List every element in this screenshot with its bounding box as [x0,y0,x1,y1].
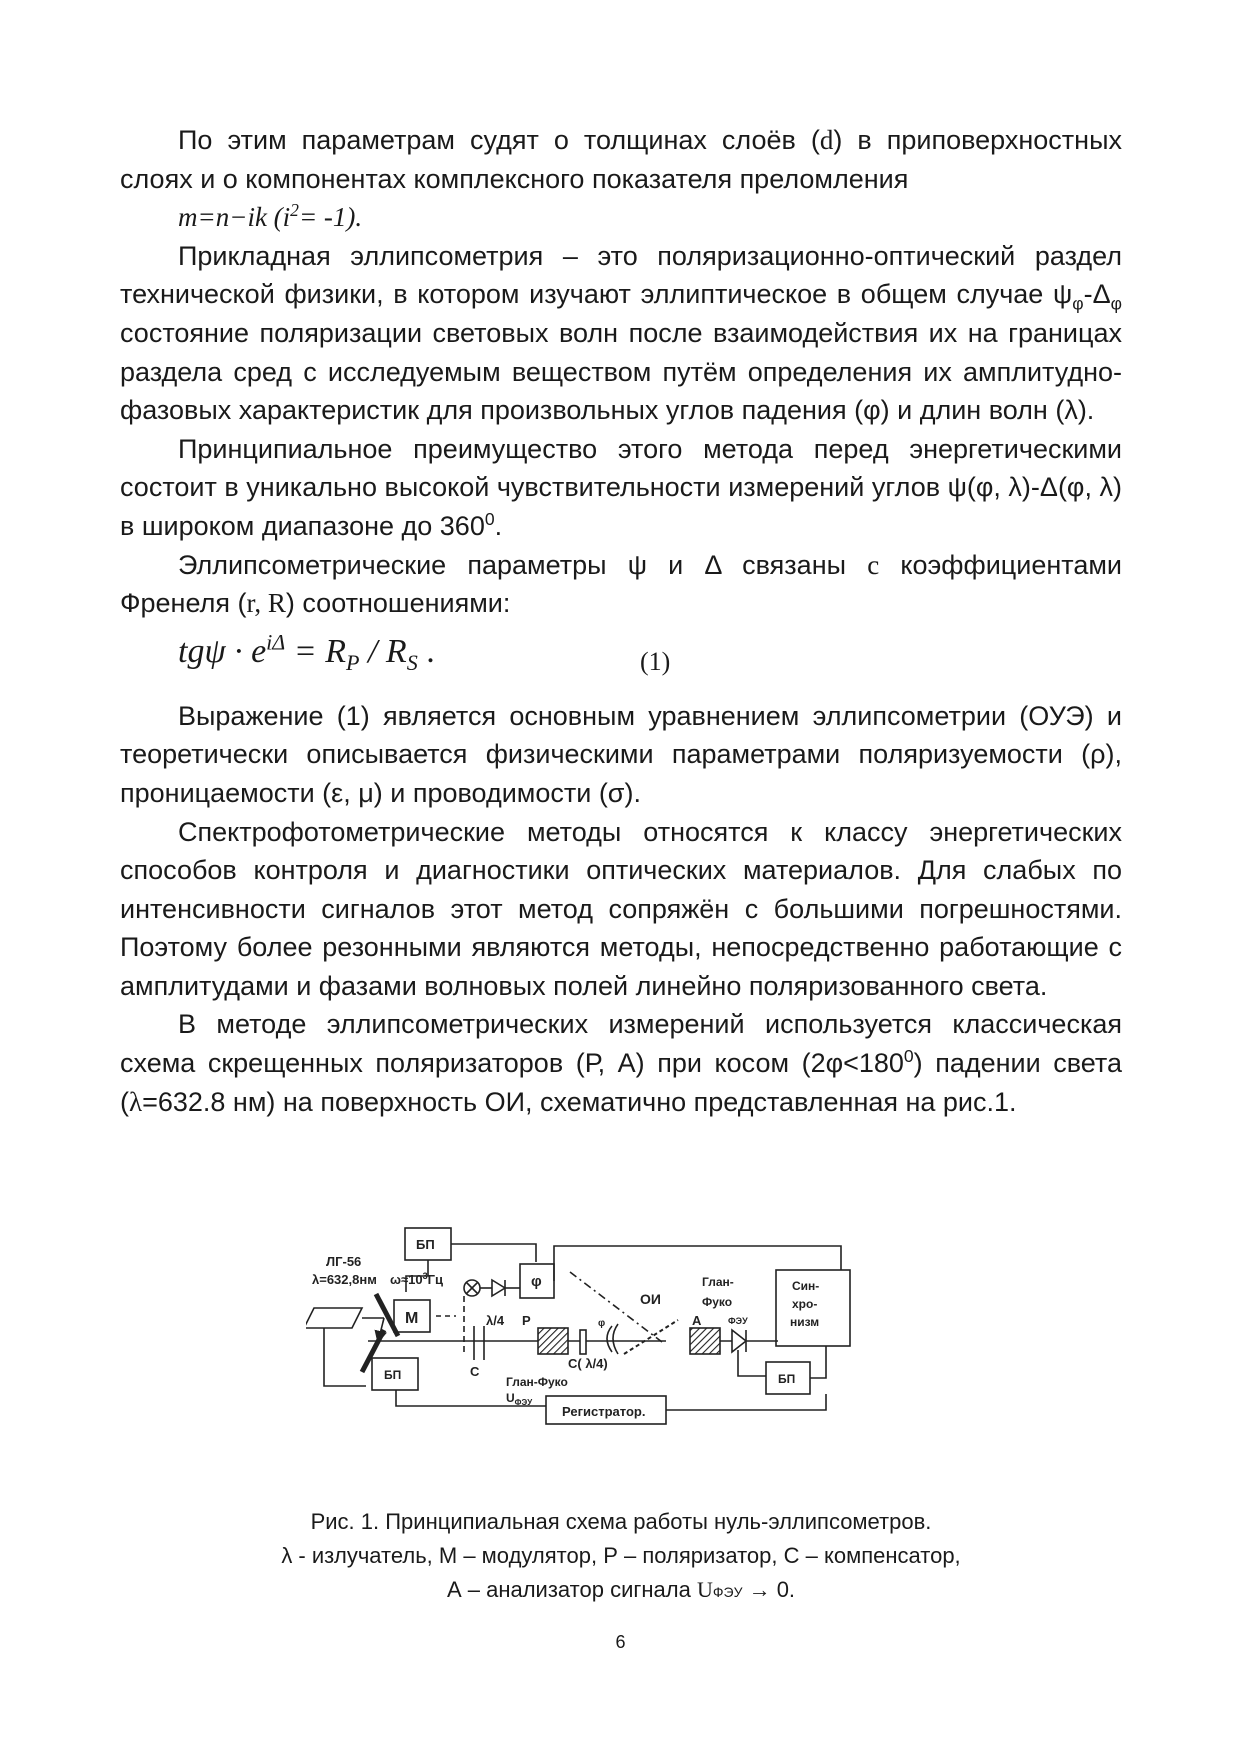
caption-u-sub: ФЭУ [712,1584,743,1600]
equation-number: (1) [640,646,671,676]
p4-end: ) соотношениями: [285,588,511,619]
omega-unit: Гц [427,1272,443,1287]
lambda4-label: λ/4 [486,1313,505,1328]
p7-text-a: В методе эллипсометрических измерений используется классическая схема скрещенных поляризаторов (Р, А) при косом (2φ<180 [120,1009,1122,1079]
bp-right-label: БП [778,1372,796,1386]
eq-sub-s: S [406,649,418,675]
omega-sup: 3 [422,1271,428,1281]
eq-equals: = R [285,632,346,670]
registrator-label: Регистратор. [562,1404,646,1419]
p2-sub1: φ [1072,293,1084,314]
ellipsometer-schematic [306,1226,946,1484]
sync-label-3: низм [790,1315,820,1329]
paragraph-7 [120,1005,1122,1121]
paragraph-1 [120,121,1122,198]
feu-label: ФЭУ [728,1316,748,1326]
p1-d: d [819,125,834,155]
p4-text-b: коэффициентами Френеля ( [120,549,1122,619]
equation-1 [120,629,1122,691]
p3-sup: 0 [484,508,495,529]
p2-text-b: состояние поляризации световых волн после взаимодействия их на границах раздела сред с исследуемым веществом путём определения их амплитудно-фазовых характеристик для произвольных углов падения (φ) и длин волн (λ). [120,317,1122,426]
p7-text-c: =632.8 нм) на поверхность ОИ, схематично представленная на рис.1. [142,1086,1017,1117]
sync-label-1: Син- [792,1279,820,1293]
p3-text-a: Принципиальное преимущество этого метода перед энергетическими состоит в уникально высокой чувствительности измерений углов ψ(φ, λ)-Δ(φ, λ) в широком диапазоне до 360 [120,433,1122,541]
omega-label [390,1271,443,1287]
sync-label-2: хро- [792,1297,818,1311]
feu-diode-icon [732,1330,746,1352]
p1-text-a: По этим параметрам судят о толщинах слоёв ( [178,125,820,155]
bp-top-label: БП [416,1237,435,1252]
caption-line-2-text: λ - излучатель, М – модулятор, Р – поляризатор, С – компенсатор, [281,1543,961,1568]
p7-lambda: λ [129,1086,143,1117]
p-label: Р [522,1313,531,1328]
laser-lambda: λ=632,8нм [312,1272,377,1287]
p4-r: r, R [246,588,286,619]
laser-name: ЛГ-56 [326,1254,362,1269]
laser-icon [306,1308,362,1328]
caption-u: U [696,1577,713,1602]
u-feu-text: U [506,1391,515,1405]
formula-m-sup: 2 [290,200,299,221]
p2-mid: -Δ [1083,279,1111,310]
a-label: А [692,1313,702,1328]
glan-fuko-top-2: Фуко [702,1295,733,1309]
equation-expression [178,629,435,675]
p4-c: с [867,549,880,580]
eq-lhs-sup: iΔ [266,629,286,655]
p1-text-b: ) в приповерхностных слоях и о компонентах комплексного показателя преломления [120,125,1122,194]
figure-caption [120,1505,1122,1609]
diode-icon [492,1280,505,1296]
c-lambda4-label: С( λ/4) [568,1356,608,1371]
eq-div: / R [359,632,407,670]
formula-m-text: m=n−ik (i [178,202,291,233]
formula-m-end: = -1). [298,202,363,233]
caption-line-3-a: А – анализатор сигнала [446,1577,697,1602]
page-number: 6 [615,1632,626,1652]
oi-label: ОИ [640,1291,661,1307]
glan-fuko-top-1: Глан- [702,1275,734,1289]
caption-line-2 [120,1539,1122,1573]
compensator-plate [580,1330,586,1354]
p3-text-b: . [494,510,503,541]
paragraph-5: Выражение (1) является основным уравнением эллипсометрии (ОУЭ) и теоретически описывается физическими параметрами поляризуемости (ρ), проницаемости (ε, μ) и проводимости (σ). [120,700,1122,808]
p7-sup: 0 [903,1046,914,1067]
phi-small-label: φ [598,1318,606,1329]
paragraph-6: Спектрофотометрические методы относятся к классу энергетических способов контроля и диагностики оптических материалов. Для слабых по интенсивности сигналов этот метод сопряжён с большими погрешностями. Поэтому более резонными являются методы, непосредственно работающие с амплитудами и фазами волновых полей линейно поляризованного света. [120,816,1122,1001]
caption-line-1: Рис. 1. Принципиальная схема работы нуль-эллипсометров. [310,1509,932,1534]
analyzer-a [690,1328,720,1354]
eq-dot: . [417,632,435,670]
p7-text-b: ) падении света ( [120,1048,1122,1117]
paragraph-4 [120,546,1122,623]
u-feu-label [506,1391,533,1407]
glan-fuko-bottom: Глан-Фуко [506,1375,568,1389]
p4-text-a: Эллипсометрические параметры ψ и Δ связаны [178,549,868,580]
caption-line-3 [120,1573,1122,1609]
modulator-label: М [405,1310,419,1327]
body-text [120,121,1122,1121]
c-label: С [470,1364,480,1379]
omega-text: ω≈10 [390,1272,423,1287]
bp-left-label: БП [384,1368,402,1382]
caption-line-3-b: → 0. [742,1577,796,1602]
formula-m [120,198,1122,237]
paragraph-2 [120,237,1122,430]
u-feu-sub: ФЭУ [514,1398,533,1407]
eq-sub-p: P [345,649,360,675]
paragraph-3 [120,430,1122,546]
eq-lhs: tgψ · e [178,632,267,670]
polarizer-p [538,1328,568,1354]
p2-sub2: φ [1110,293,1122,314]
phi-box-label: φ [531,1273,542,1290]
p2-text-a: Прикладная эллипсометрия – это поляризационно-оптический раздел технической физики, в котором изучают эллиптическое в общем случае ψ [120,240,1122,310]
